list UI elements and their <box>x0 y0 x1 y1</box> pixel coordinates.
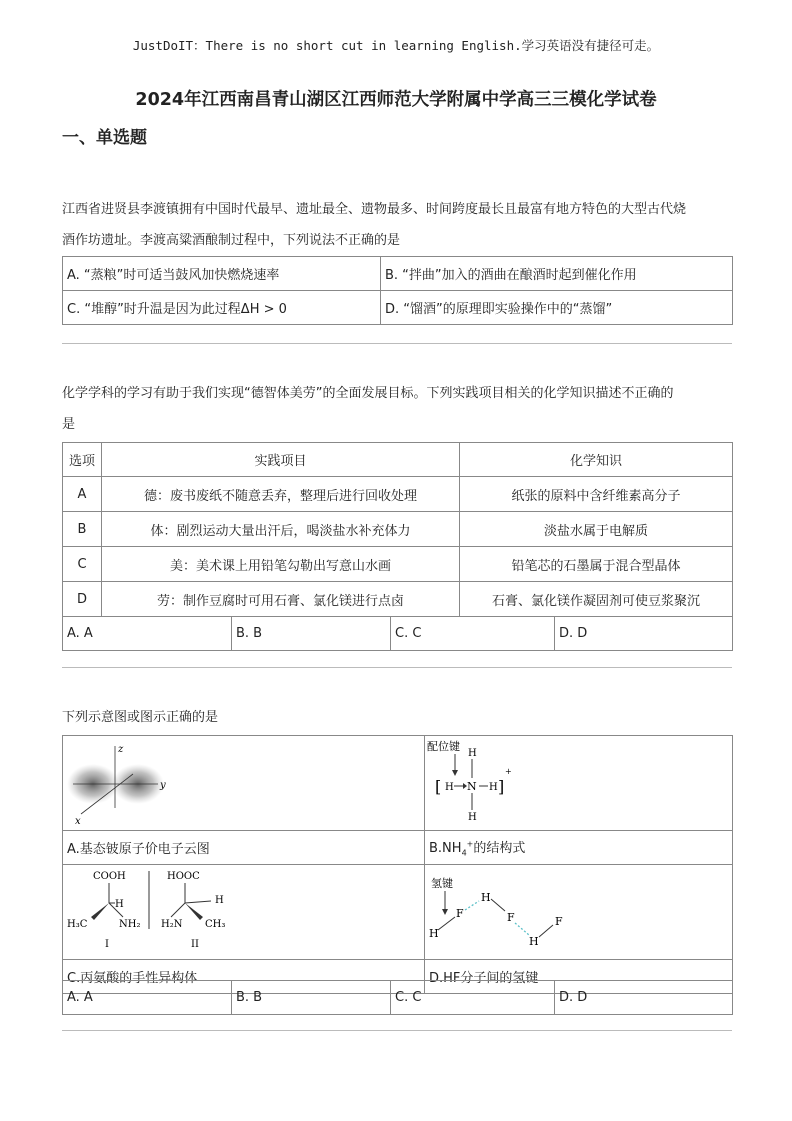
q3-answer-b[interactable]: B. B <box>232 981 391 1015</box>
electron-cloud-figure <box>63 736 423 826</box>
q2-stem <box>62 378 734 440</box>
caption-b-superscript: + <box>466 839 474 849</box>
caption-b-formula: B.NH <box>429 841 462 857</box>
q1-stem <box>62 194 734 256</box>
row-knowledge: 铅笔芯的石墨属于混合型晶体 <box>460 547 733 582</box>
h3c-label: H₃C <box>67 919 88 930</box>
figure-c-cell <box>63 865 425 960</box>
bond-ii-h <box>185 901 211 903</box>
q1-option-a[interactable]: A. “蒸粮”时可适当鼓风加快燃烧速率 <box>63 257 381 291</box>
axis-x-label: x <box>75 816 81 826</box>
atom-h-right: H <box>489 782 498 793</box>
row-project: 劳：制作豆腐时可用石膏、氯化镁进行点卤 <box>102 582 460 617</box>
row-option: B <box>63 512 102 547</box>
atom-h-i: H <box>115 899 124 910</box>
divider <box>62 667 732 668</box>
q3-answers <box>62 980 733 1015</box>
q2-answer-c[interactable]: C. C <box>391 617 555 651</box>
caption-d: D.HF分子间的氢键 <box>425 960 733 994</box>
caption-b-text: 的结构式 <box>473 841 526 857</box>
q1-option-d[interactable]: D. “馏酒”的原理即实验操作中的“蒸馏” <box>381 291 733 325</box>
q3-answer-a[interactable]: A. A <box>63 981 232 1015</box>
figure-a-cell <box>63 736 425 831</box>
atom-h-bottom: H <box>468 812 477 823</box>
q1-option-b[interactable]: B. “拌曲”加入的酒曲在酿酒时起到催化作用 <box>381 257 733 291</box>
caption-a: A.基态铍原子价电子云图 <box>63 831 425 865</box>
alanine-enantiomers-figure <box>63 865 423 955</box>
nh2-label: NH₂ <box>119 919 141 930</box>
row-knowledge: 石膏、氯化镁作凝固剂可使豆浆聚沉 <box>460 582 733 617</box>
wedge-ii <box>185 903 203 920</box>
charge-plus: + <box>505 767 512 776</box>
coordinate-bond-label: 配位键 <box>427 740 460 753</box>
row-knowledge: 纸张的原料中含纤维素高分子 <box>460 477 733 512</box>
axis-y-label: y <box>160 780 166 791</box>
figure-b-cell <box>425 736 733 831</box>
table-row <box>63 547 733 582</box>
h2n-label: H₂N <box>161 919 183 930</box>
table-row <box>63 477 733 512</box>
q2-answers <box>62 616 733 651</box>
atom-h-2: H <box>481 891 491 904</box>
row-project: 体：剧烈运动大量出汗后，喝淡盐水补充体力 <box>102 512 460 547</box>
q2-table <box>62 442 733 617</box>
table-row <box>63 582 733 617</box>
divider <box>62 343 732 344</box>
q2-stem-line1: 化学学科的学习有助于我们实现“德智体美劳”的全面发展目标。下列实践项目相关的化学知识描述不正确的 <box>62 386 674 401</box>
atom-n: N <box>467 780 477 793</box>
atom-f-1: F <box>456 907 464 920</box>
hydrogen-bond-2 <box>515 923 529 935</box>
arrow-head <box>452 770 458 776</box>
q2-stem-line2: 是 <box>62 417 76 432</box>
nh4-structure-figure <box>425 736 725 826</box>
q1-stem-line2: 酒作坊遗址。李渡高粱酒酿制过程中，下列说法不正确的是 <box>62 233 401 248</box>
caption-b-subscript: 4 <box>461 848 467 858</box>
q2-answer-b[interactable]: B. B <box>232 617 391 651</box>
caption-c: C.丙氨酸的手性异构体 <box>63 960 425 994</box>
caption-b <box>425 831 733 865</box>
row-knowledge: 淡盐水属于电解质 <box>460 512 733 547</box>
q2-header-project: 实践项目 <box>102 443 460 477</box>
q1-options <box>62 256 733 325</box>
atom-h-1: H <box>429 927 439 940</box>
page-header: JustDoIT：There is no short cut in learning English.学习英语没有捷径可走。 <box>132 38 660 53</box>
row-option: A <box>63 477 102 512</box>
hooc-label: HOOC <box>167 871 200 882</box>
q2-answer-d[interactable]: D. D <box>555 617 733 651</box>
hf-hydrogen-bond-figure <box>425 865 725 955</box>
page-title: 2024年江西南昌青山湖区江西师范大学附属中学高三三模化学试卷 <box>135 90 657 110</box>
hydrogen-bond-1 <box>465 901 479 910</box>
cooh-label: COOH <box>93 871 126 882</box>
left-bracket: [ <box>435 777 442 796</box>
bond-h-f-3 <box>539 925 553 937</box>
row-option: D <box>63 582 102 617</box>
divider <box>62 1030 732 1031</box>
atom-f-2: F <box>507 911 515 924</box>
atom-h-3: H <box>529 935 539 948</box>
q1-stem-line1: 江西省进贤县李渡镇拥有中国时代最早、遗址最全、遗物最多、时间跨度最长且最富有地方特色的大型古代烧 <box>62 202 687 217</box>
table-row <box>63 512 733 547</box>
q2-answer-a[interactable]: A. A <box>63 617 232 651</box>
right-bracket: ] <box>498 777 505 796</box>
figure-d-cell <box>425 865 733 960</box>
hydrogen-bond-label: 氢键 <box>431 877 453 890</box>
atom-h-left: H <box>445 782 454 793</box>
q2-header-option: 选项 <box>63 443 102 477</box>
ch3-label: CH₃ <box>205 919 226 930</box>
arrow-head <box>442 909 448 915</box>
axis-z-label: z <box>118 744 124 755</box>
q3-answer-d[interactable]: D. D <box>555 981 733 1015</box>
label-i: I <box>105 939 109 950</box>
bond-h-f-1 <box>438 917 455 930</box>
q1-option-c[interactable]: C. “堆醇”时升温是因为此过程ΔH > 0 <box>63 291 381 325</box>
q3-figure-table <box>62 735 733 994</box>
atom-f-3: F <box>555 915 563 928</box>
q3-stem: 下列示意图或图示正确的是 <box>62 710 219 725</box>
label-ii: II <box>191 939 199 950</box>
atom-h-top: H <box>468 748 477 759</box>
bond-ii-left <box>171 903 185 917</box>
section-title: 一、单选题 <box>62 128 147 148</box>
wedge-i <box>91 903 109 920</box>
row-option: C <box>63 547 102 582</box>
q3-answer-c[interactable]: C. C <box>391 981 555 1015</box>
row-project: 德：废书废纸不随意丢弃，整理后进行回收处理 <box>102 477 460 512</box>
bond-h-f-2 <box>491 899 505 911</box>
atom-h-ii: H <box>215 895 224 906</box>
q2-header-knowledge: 化学知识 <box>460 443 733 477</box>
row-project: 美：美术课上用铅笔勾勒出写意山水画 <box>102 547 460 582</box>
